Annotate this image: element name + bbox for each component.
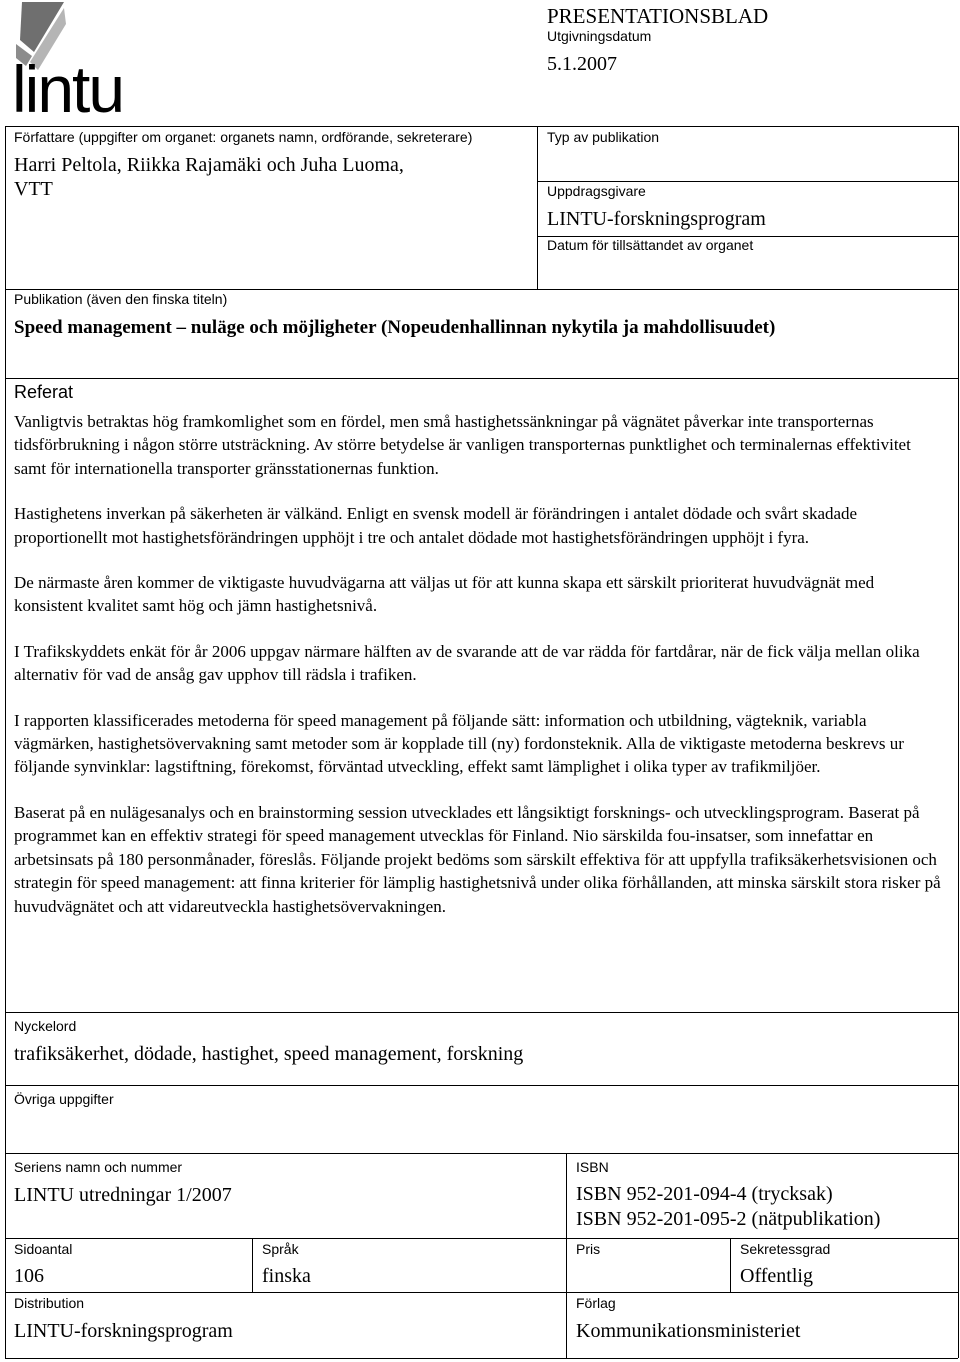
isbn-label: ISBN xyxy=(576,1159,609,1175)
rule-left xyxy=(5,126,6,1358)
rule-right xyxy=(958,126,959,1358)
confidentiality-value: Offentlig xyxy=(740,1265,813,1287)
abstract-body xyxy=(14,410,944,918)
rule-publication xyxy=(5,378,958,379)
logo-text: lintu xyxy=(12,52,124,126)
document-title: PRESENTATIONSBLAD xyxy=(547,4,769,28)
language-value: finska xyxy=(262,1265,311,1287)
rule-col-secrecy xyxy=(730,1238,731,1292)
isbn-value-print: ISBN 952-201-094-4 (trycksak) xyxy=(576,1183,833,1205)
abstract-heading: Referat xyxy=(14,382,74,402)
keywords-value: trafiksäkerhet, dödade, hastighet, speed management, forskning xyxy=(14,1043,524,1065)
rule-abstract xyxy=(5,1012,958,1013)
rule-pubtype xyxy=(537,181,958,182)
rule-keywords xyxy=(5,1085,958,1086)
rule-bottom xyxy=(5,1358,958,1359)
abstract-paragraph-3: De närmaste åren kommer de viktigaste huvudvägarna att väljas ut för att kunna skapa ett särskilt prioriterat huvudvägnät med konsistent kvalitet samt hög och jämn hastighetsnivå. xyxy=(14,573,875,616)
rule-header-divider xyxy=(537,126,538,289)
publisher-value: Kommunikationsministeriet xyxy=(576,1320,801,1342)
abstract-paragraph-6: Baserat på en nulägesanalys och en brainstorming session utvecklades ett långsiktigt forsknings- och utvecklingsprogram. Baserat på programmet kan en effektiv strategi för speed management utvecklas för Finland. Nio särskilda fou-insatser, som innefattar en arbetsinsats på 180 personmånader, föreslås. Följande projekt bedöms som särskilt effektiva för att uppfylla trafiksäkerhetsvisionen och strategin för speed management: att finna kriterier för lämplig hastighetsnivå under olika förhållanden, att minska särskilt stora risker på huvudvägnätet och att vidareutveckla hastighetsövervakningen. xyxy=(14,802,941,916)
language-label: Språk xyxy=(262,1241,299,1257)
commissioner-value: LINTU-forskningsprogram xyxy=(547,208,766,230)
rule-col-lang xyxy=(252,1238,253,1292)
publication-type-label: Typ av publikation xyxy=(547,129,660,145)
keywords-label: Nyckelord xyxy=(14,1018,77,1034)
authors-value-line2: VTT xyxy=(14,178,53,200)
commissioner-label: Uppdragsgivare xyxy=(547,183,646,199)
confidentiality-label: Sekretessgrad xyxy=(740,1241,831,1257)
rule-pages xyxy=(5,1292,958,1293)
rule-mid-bottom xyxy=(566,1153,567,1358)
abstract-paragraph-4: I Trafikskyddets enkät för år 2006 uppgav närmare hälften av de svarande att de var rädda för fartdårar, när de fick välja mellan olika alternativ för vad de ansåg gav upphov till rädsla i trafiken. xyxy=(14,641,920,685)
isbn-value-online: ISBN 952-201-095-2 (nätpublikation) xyxy=(576,1208,881,1230)
publication-title: Speed management – nuläge och möjligheter (Nopeudenhallinnan nykytila ja mahdollisuudet) xyxy=(14,317,776,338)
abstract-paragraph-5: I rapporten klassificerades metoderna för speed management på följande sätt: information och utbildning, vägteknik, variabla vägmärken, hastighetsövervakning samt metoder som är kopplade till (ny) fordonsteknik. Alla de viktigaste metoderna beskrevs ur följande synvinklar: lagstiftning, förekomst, förväntad utveckling, effekt samt lämplighet i olika typer av trafikmiljöer. xyxy=(14,710,904,777)
issue-date-label: Utgivningsdatum xyxy=(547,28,652,44)
publisher-label: Förlag xyxy=(576,1295,616,1311)
publication-label: Publikation (även den finska titeln) xyxy=(14,291,228,307)
authors-value-line1: Harri Peltola, Riikka Rajamäki och Juha Luoma, xyxy=(14,154,404,176)
issue-date-value: 5.1.2007 xyxy=(547,53,617,75)
rule-header-bottom xyxy=(5,289,958,290)
abstract-paragraph-2: Hastighetens inverkan på säkerheten är välkänd. Enligt en svensk modell är förändringen i antalet dödade och svårt skadade proportionellt mot hastighetsförändringen upphöjt i tre och antalet dödade mot hastighetsförändringen upphöjt i fyra. xyxy=(14,504,858,547)
rule-other xyxy=(5,1153,958,1154)
appointment-date-label: Datum för tillsättandet av organet xyxy=(547,237,754,253)
pages-label: Sidoantal xyxy=(14,1241,73,1257)
rule-top xyxy=(5,126,958,127)
rule-series xyxy=(5,1238,958,1239)
distribution-value: LINTU-forskningsprogram xyxy=(14,1320,233,1342)
series-value: LINTU utredningar 1/2007 xyxy=(14,1184,232,1206)
series-label: Seriens namn och nummer xyxy=(14,1159,183,1175)
pages-value: 106 xyxy=(14,1265,44,1287)
price-label: Pris xyxy=(576,1241,601,1257)
distribution-label: Distribution xyxy=(14,1295,85,1311)
lintu-logo xyxy=(8,0,158,124)
abstract-paragraph-1: Vanligtvis betraktas hög framkomlighet som en fördel, men små hastighetssänkningar på vägnätet påverkar inte transporternas tidsförbrukning i någon större utsträckning. Av större betydelse är vanligen transporternas punktlighet och terminalernas effektivitet samt för internationella transporter gränsstationernas funktion. xyxy=(14,412,911,478)
authors-label: Författare (uppgifter om organet: organets namn, ordförande, sekreterare) xyxy=(14,129,473,145)
other-info-label: Övriga uppgifter xyxy=(14,1091,114,1107)
